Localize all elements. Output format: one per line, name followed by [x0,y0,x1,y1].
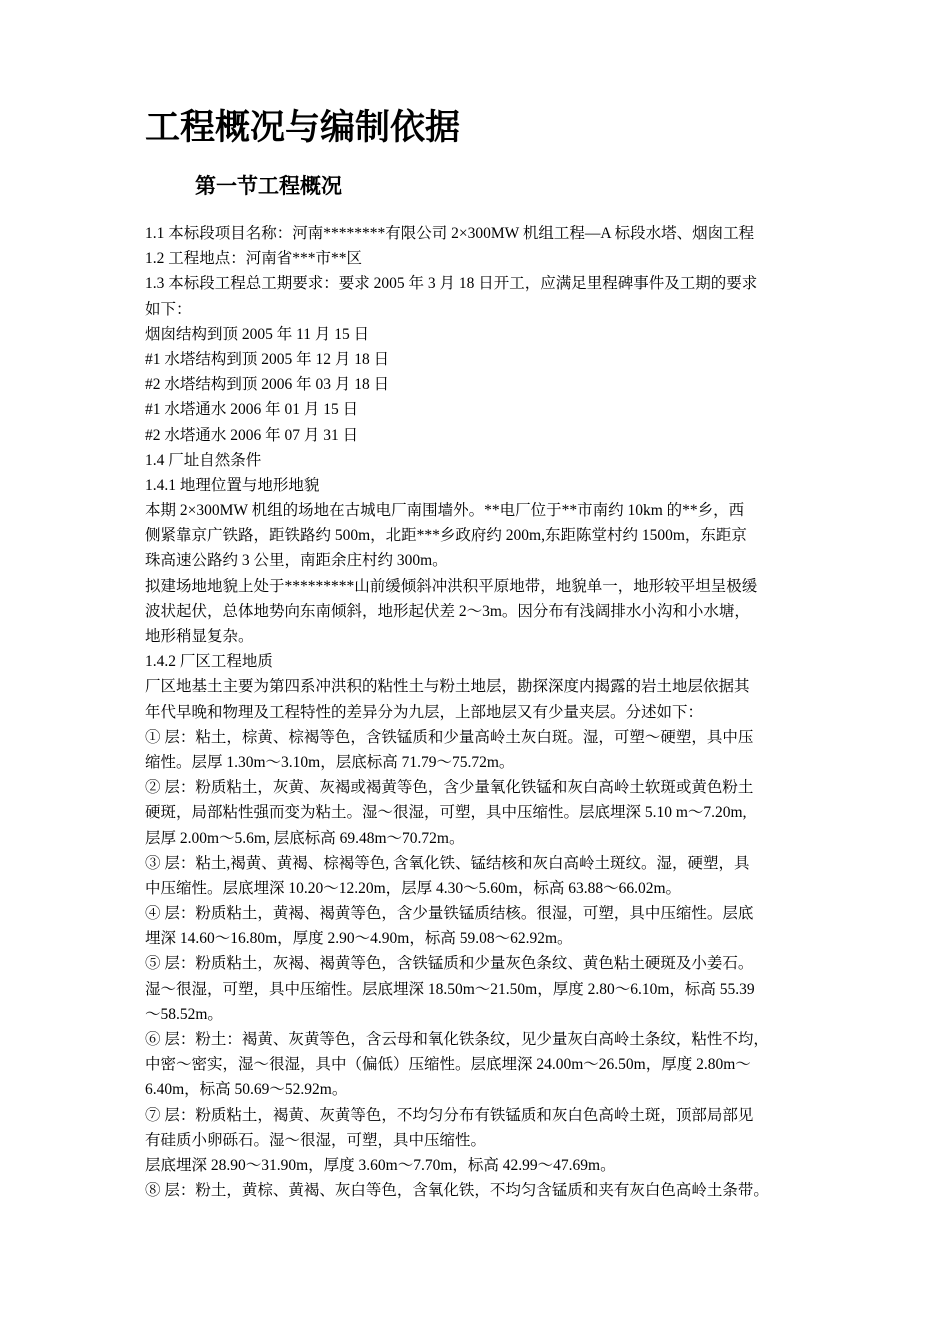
text-line: 层厚 2.00m～5.6m, 层底标高 69.48m～70.72m。 [145,829,465,847]
text-line: 年代早晚和物理及工程特性的差异分为九层，上部地层又有少量夹层。分述如下： [145,703,704,721]
text-line: 硬斑，局部粘性强而变为粘土。湿～很湿，可塑，具中压缩性。层底埋深 5.10 m～7.20m, [145,804,747,822]
text-line: #1 水塔通水 2006 年 01 月 15 日 [145,401,359,419]
section-title: 第一节工程概况 [195,174,342,198]
text-line: ⑤ 层：粉质粘土，灰褐、褐黄等色，含铁锰质和少量灰色条纹、黄色粘土硬斑及小姜石。 [145,955,754,973]
body-text [145,221,820,1203]
text-line: 有硅质小卵砾石。湿～很湿，可塑，具中压缩性。 [145,1131,487,1149]
text-line: 埋深 14.60～16.80m，厚度 2.90～4.90m，标高 59.08～62.92m。 [145,930,573,948]
text-line: 1.2 工程地点：河南省***市**区 [145,250,363,268]
text-line: 中密～密实，湿～很湿，具中（偏低）压缩性。层底埋深 24.00m～26.50m，厚度 2.80m～ [145,1056,751,1074]
text-line: ⑦ 层：粉质粘土，褐黄、灰黄等色，不均匀分布有铁锰质和灰白色高岭土斑，顶部局部见 [145,1106,754,1124]
text-line: ① 层：粘土，棕黄、棕褐等色，含铁锰质和少量高岭土灰白斑。湿，可塑～硬塑，具中压 [145,728,754,746]
text-line: 拟建场地地貌上处于*********山前缓倾斜冲洪积平原地带，地貌单一，地形较平坦呈极缓 [145,577,758,595]
text-line: 如下： [145,300,192,318]
text-line: ⑥ 层：粉土：褐黄、灰黄等色，含云母和氧化铁条纹，见少量灰白高岭土条纹，粘性不均， [145,1031,769,1048]
text-line: 本期 2×300MW 机组的场地在古城电厂南围墙外。**电厂位于**市南约 10km 的**乡，西 [145,502,745,520]
text-line: 地形稍显复杂。 [145,628,254,645]
document-title: 工程概况与编制依据 [145,108,461,148]
text-line: ② 层：粉质粘土，灰黄、灰褐或褐黄等色，含少量氧化铁锰和灰白高岭土软斑或黄色粉土 [145,779,754,797]
text-line: 波状起伏，总体地势向东南倾斜，地形起伏差 2～3m。因分布有浅阔排水小沟和小水塘， [145,602,750,620]
text-line: 缩性。层厚 1.30m～3.10m，层底标高 71.79～75.72m。 [145,753,515,771]
text-line: 1.3 本标段工程总工期要求：要求 2005 年 3 月 18 日开工，应满足里程碑事件及工期的要求 [145,275,758,293]
text-line: #2 水塔通水 2006 年 07 月 31 日 [145,426,359,444]
text-line: ⑧ 层：粉土，黄棕、黄褐、灰白等色，含氧化铁，不均匀含锰质和夹有灰白色高岭土条带。 [145,1182,769,1200]
text-line: 1.4 厂址自然条件 [145,451,262,469]
text-line: #1 水塔结构到顶 2005 年 12 月 18 日 [145,350,390,368]
text-line: ③ 层：粘土,褐黄、黄褐、棕褐等色, 含氧化铁、锰结核和灰白高岭土斑纹。湿，硬塑，具 [145,854,750,872]
text-line: 厂区地基土主要为第四系冲洪积的粘性土与粉土地层，勘探深度内揭露的岩土地层依据其 [145,678,750,696]
text-line: 6.40m，标高 50.69～52.92m。 [145,1081,348,1099]
text-line: ④ 层：粉质粘土，黄褐、褐黄等色，含少量铁锰质结核。很湿，可塑，具中压缩性。层底 [145,905,754,923]
text-line: #2 水塔结构到顶 2006 年 03 月 18 日 [145,376,390,394]
text-line: 层底埋深 28.90～31.90m，厚度 3.60m～7.70m，标高 42.99～47.69m。 [145,1156,616,1174]
text-line: 中压缩性。层底埋深 10.20～12.20m，层厚 4.30～5.60m，标高 63.88～66.02m。 [145,879,682,897]
text-line: 湿～很湿，可塑，具中压缩性。层底埋深 18.50m～21.50m，厚度 2.80～6.10m，标高 55.39 [145,980,755,998]
text-line: 1.4.1 地理位置与地形地貌 [145,476,320,494]
text-line: 烟囱结构到顶 2005 年 11 月 15 日 [145,325,370,343]
text-line: ～58.52m。 [145,1005,223,1023]
text-line: 侧紧靠京广铁路，距铁路约 500m，北距***乡政府约 200m,东距陈堂村约 1500m，东距京 [145,527,747,545]
text-line: 珠高速公路约 3 公里，南距余庄村约 300m。 [145,552,448,570]
text-line: 1.1 本标段项目名称：河南********有限公司 2×300MW 机组工程—A 标段水塔、烟囱工程 [145,225,755,242]
text-line: 1.4.2 厂区工程地质 [145,653,273,671]
